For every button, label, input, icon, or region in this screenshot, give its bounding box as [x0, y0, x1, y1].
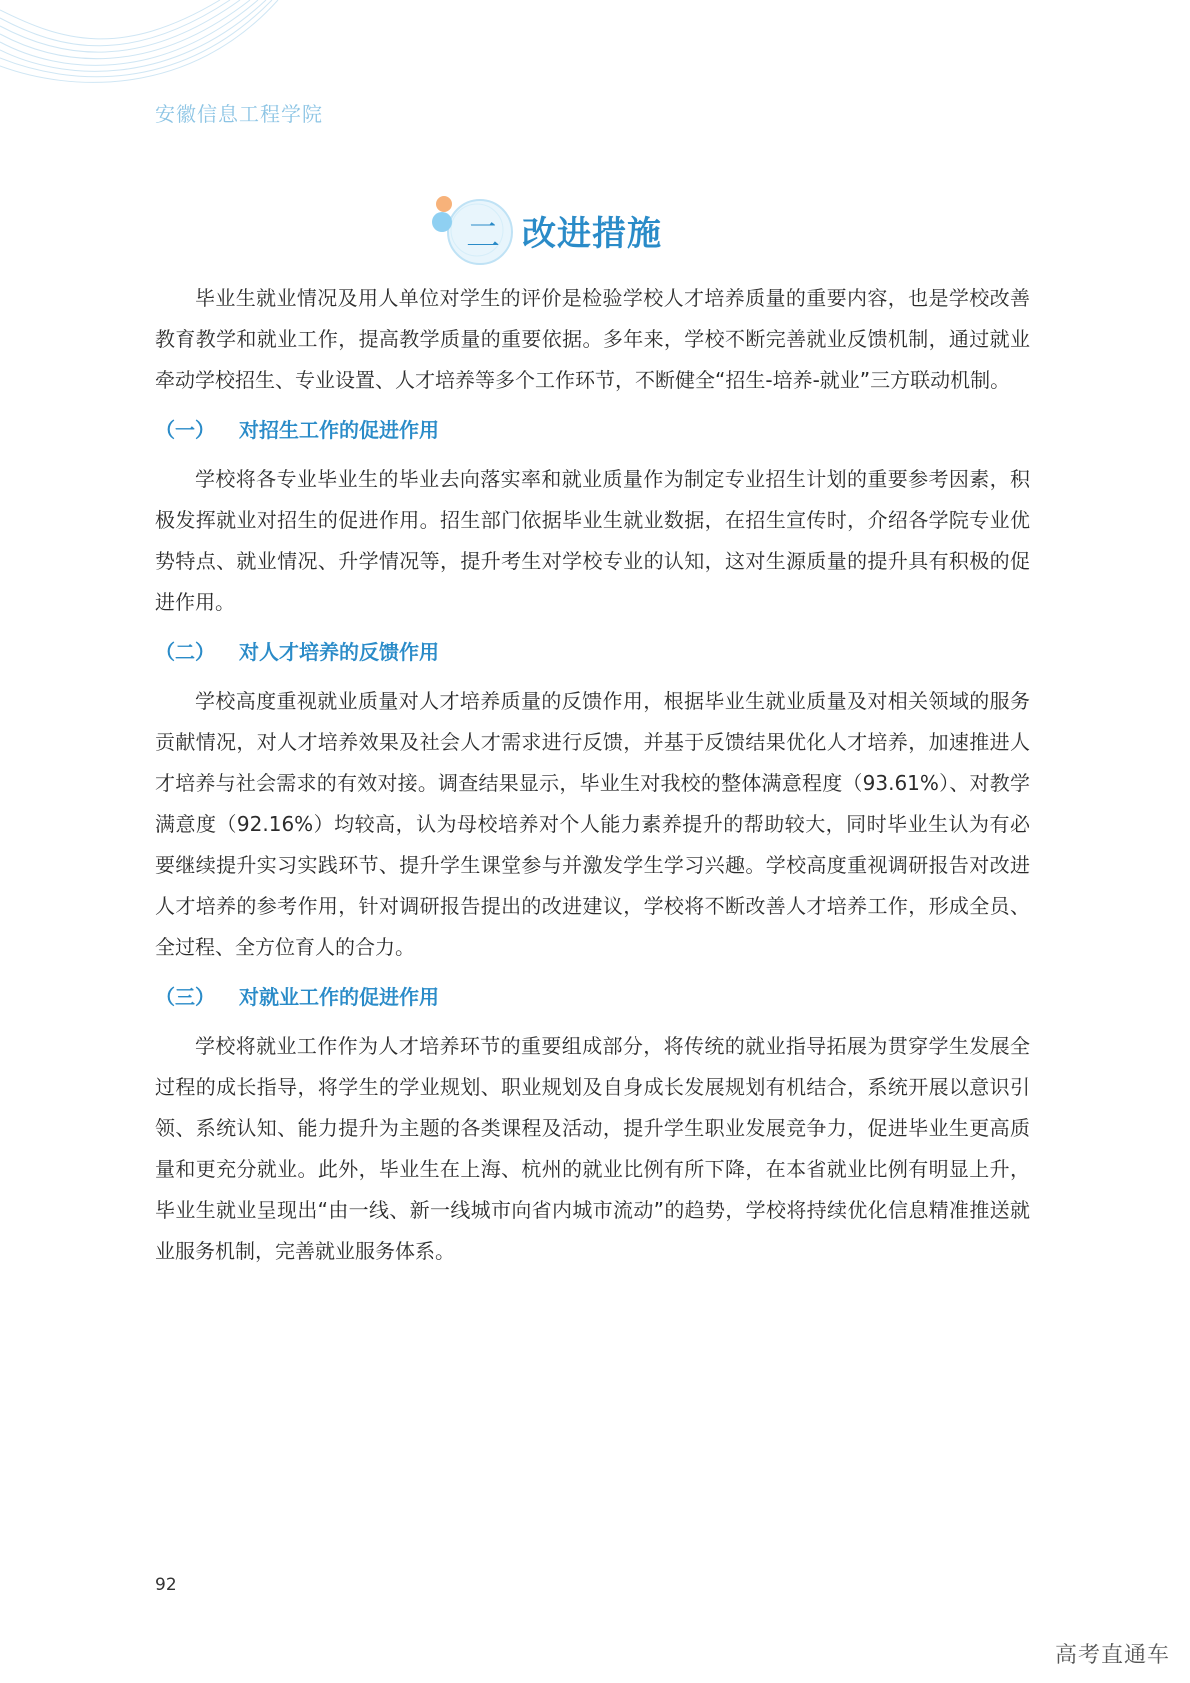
section-number: 二 [466, 216, 502, 256]
section-title: 改进措施 [522, 214, 662, 254]
subsection-body-2: 学校高度重视就业质量对人才培养质量的反馈作用，根据毕业生就业质量及对相关领域的服务贡献情况，对人才培养效果及社会人才需求进行反馈，并基于反馈结果优化人才培养，加速推进人才培养与社会需求的有效对接。调查结果显示，毕业生对我校的整体满意程度（93.61%）、对教学满意度（92.16%）均较高，认为母校培养对个人能力素养提升的帮助较大，同时毕业生认为有必要继续提升实习实践环节、提升学生课堂参与并激发学生学习兴趣。学校高度重视调研报告对改进人才培养的参考作用，针对调研报告提出的改进建议，学校将不断改善人才培养工作，形成全员、全过程、全方位育人的合力。 [155, 689, 1030, 959]
subsection-title: 对招生工作的促进作用 [239, 418, 439, 442]
section-heading [430, 190, 750, 270]
subsection-body-1: 学校将各专业毕业生的毕业去向落实率和就业质量作为制定专业招生计划的重要参考因素，积极发挥就业对招生的促进作用。招生部门依据毕业生就业数据，在招生宣传时，介绍各学院专业优势特点、就业情况、升学情况等，提升考生对学校专业的认知，这对生源质量的提升具有积极的促进作用。 [155, 467, 1030, 614]
subsection-number: （二） [155, 640, 215, 664]
subsection-number: （三） [155, 985, 215, 1009]
subsection-body-3: 学校将就业工作作为人才培养环节的重要组成部分，将传统的就业指导拓展为贯穿学生发展全过程的成长指导，将学生的学业规划、职业规划及自身成长发展规划有机结合，系统开展以意识引领、系统认知、能力提升为主题的各类课程及活动，提升学生职业发展竞争力，促进毕业生更高质量和更充分就业。此外，毕业生在上海、杭州的就业比例有所下降，在本省就业比例有明显上升，毕业生就业呈现出“由一线、新一线城市向省内城市流动”的趋势，学校将持续优化信息精准推送就业服务机制，完善就业服务体系。 [155, 1034, 1030, 1263]
header-title: 安徽信息工程学院 [155, 102, 323, 126]
subsection-number: （一） [155, 418, 215, 442]
main-content [155, 278, 1030, 1280]
watermark-text: 高考直通车 [1054, 1643, 1170, 1668]
subsection-heading-1 [155, 415, 1030, 445]
subsection-heading-3 [155, 982, 1030, 1012]
page-number: 92 [155, 1575, 177, 1595]
subsection-title: 对就业工作的促进作用 [239, 985, 439, 1009]
subsection-title: 对人才培养的反馈作用 [239, 640, 439, 664]
subsection-heading-2 [155, 637, 1030, 667]
intro-paragraph: 毕业生就业情况及用人单位对学生的评价是检验学校人才培养质量的重要内容，也是学校改善教育教学和就业工作，提高教学质量的重要依据。多年来，学校不断完善就业反馈机制，通过就业牵动学校招生、专业设置、人才培养等多个工作环节，不断健全“招生-培养-就业”三方联动机制。 [155, 286, 1030, 392]
